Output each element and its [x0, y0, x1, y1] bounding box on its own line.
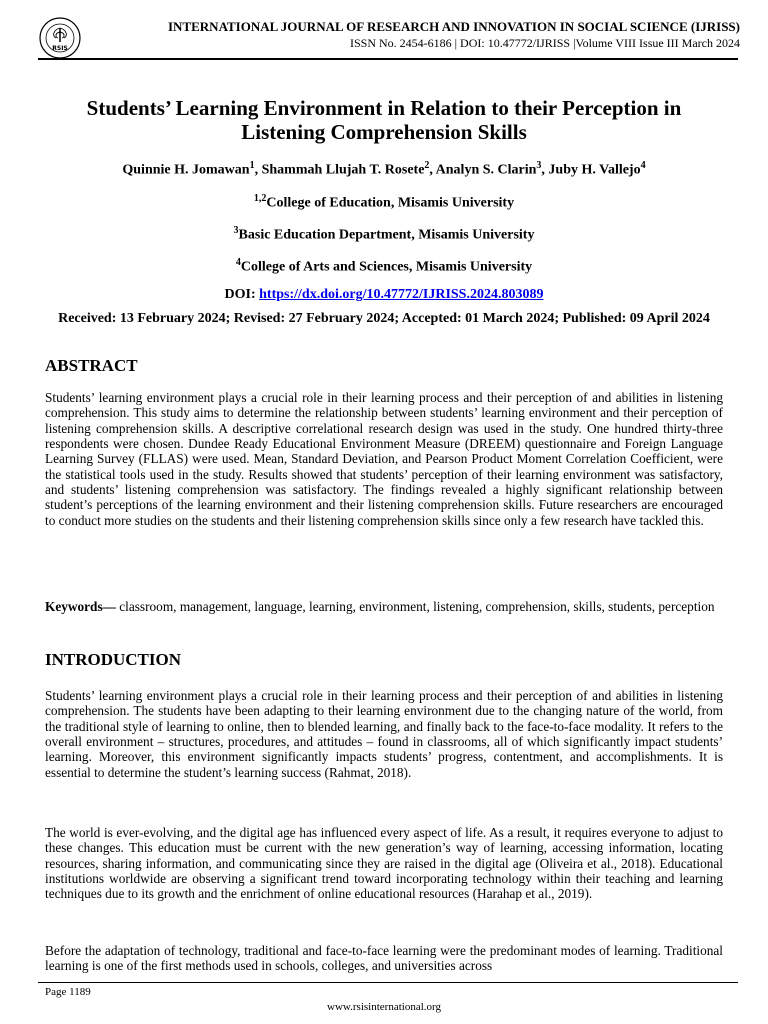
abstract-heading: ABSTRACT — [45, 356, 138, 375]
affiliation-sup: 1,2 — [253, 193, 267, 204]
introduction-paragraph: The world is ever-evolving, and the digital age has influenced every aspect of life. As a result, it requires everyone to adjust to these changes. This education must be current with the new generation’s way of learning, accessing information, locating resources, sharing information, and communicating since they are raised in the digital age (Oliveira et al., 2018). Educational institutions worldwide are observing a significant trend toward incorporating technology within their teaching and learning techniques due to its growth and the enrichment of online educational resources (Harahap et al., 2019). — [45, 825, 723, 902]
author-list: Quinnie H. Jomawan$^1$, Shammah Llujah T. Rosete$^2$, Analyn S. Clarin$^3$, Juby H. Vallejo$^4$ — [122, 160, 646, 178]
issn-line: ISSN No. 2454-6186 | DOI: 10.47772/IJRISS |Volume VIII Issue III March 2024 — [349, 36, 740, 50]
keywords-list: classroom, management, language, learning, environment, listening, comprehension, skills, students, perception — [119, 599, 715, 614]
author-name: Shammah Llujah T. Rosete — [261, 162, 425, 178]
affiliation-sup: 4 — [235, 257, 241, 268]
doi-label: DOI: — [224, 287, 256, 302]
footer-divider — [38, 982, 738, 983]
introduction-paragraph: Before the adaptation of technology, traditional and face-to-face learning were the predominant modes of learning. Traditional learning is one of the first methods used in schools, colleges, and universities across — [45, 943, 723, 974]
author-sup: 1 — [249, 160, 255, 171]
page-number: Page 1189 — [45, 986, 91, 998]
affiliation — [45, 193, 723, 212]
publication-dates: Received: 13 February 2024; Revised: 27 February 2024; Accepted: 01 March 2024; Published: 09 April 2024 — [58, 311, 710, 326]
author-name: Juby H. Vallejo — [548, 162, 641, 178]
journal-logo — [38, 16, 82, 60]
abstract-text: Students’ learning environment plays a crucial role in their learning process and their perception of and abilities in listening comprehension. This study aims to determine the relationship between students’ learning environment and their perception of listening comprehension skills. A descriptive correlational research design was used in the study. One hundred thirty-three respondents were chosen. Dundee Ready Educational Environment Measure (DREEM) questionnaire and Foreign Language Learning Survey (FLLAS) were used. Mean, Standard Deviation, and Pearson Product Moment Correlation Coefficient, were the statistical tools used in the study. Results showed that students’ perception of their learning environment was satisfactory, and students’ listening comprehension was satisfactory. The findings revealed a highly significant relationship between student’s perceptions of the learning environment and their listening comprehension skills. Future researchers are encouraged to conduct more studies on the students and their listening comprehension skills since only a few research have tackled this. — [45, 390, 723, 528]
author-name: Quinnie H. Jomawan — [122, 162, 250, 178]
journal-title: INTERNATIONAL JOURNAL OF RESEARCH AND INNOVATION IN SOCIAL SCIENCE (IJRISS) — [168, 19, 740, 34]
author-sup: 2 — [424, 160, 430, 171]
logo-text: RSIS — [52, 45, 68, 52]
keywords-label: Keywords— — [45, 599, 116, 614]
introduction-paragraph: Students’ learning environment plays a crucial role in their learning process and their perception of and abilities in listening comprehension. The students have been adapting to their learning environment due to the changing nature of the world, from the traditional style of learning to online, then to blended learning, and finally back to the face-to-face modality. It refers to the overall environment – structures, procedures, and attitudes – found in classrooms, all of which significantly impact students’ learning. Moreover, this environment significantly impacts students’ progress, contentment, and accomplishments. It is essential to determine the student’s learning success (Rahmat, 2018). — [45, 688, 723, 780]
author-sup: 3 — [536, 160, 542, 171]
keywords — [45, 599, 723, 614]
affiliation-text: College of Education, Misamis University — [266, 195, 515, 211]
affiliation — [45, 257, 723, 276]
introduction-heading: INTRODUCTION — [45, 650, 182, 669]
affiliation-text: Basic Education Department, Misamis University — [238, 227, 535, 243]
affiliation-text: College of Arts and Sciences, Misamis University — [240, 259, 533, 275]
doi-link[interactable]: https://dx.doi.org/10.47772/IJRISS.2024.803089 — [259, 287, 544, 302]
article-title: Students’ Learning Environment in Relation to their Perception in Listening Comprehension Skills — [86, 96, 682, 144]
footer-website: www.rsisinternational.org — [327, 1001, 441, 1013]
author-sup: 4 — [640, 160, 646, 171]
header-divider — [38, 58, 738, 60]
doi-line — [45, 287, 723, 303]
affiliation — [45, 225, 723, 244]
author-name: Analyn S. Clarin — [435, 162, 537, 178]
affiliation-sup: 3 — [233, 225, 239, 236]
